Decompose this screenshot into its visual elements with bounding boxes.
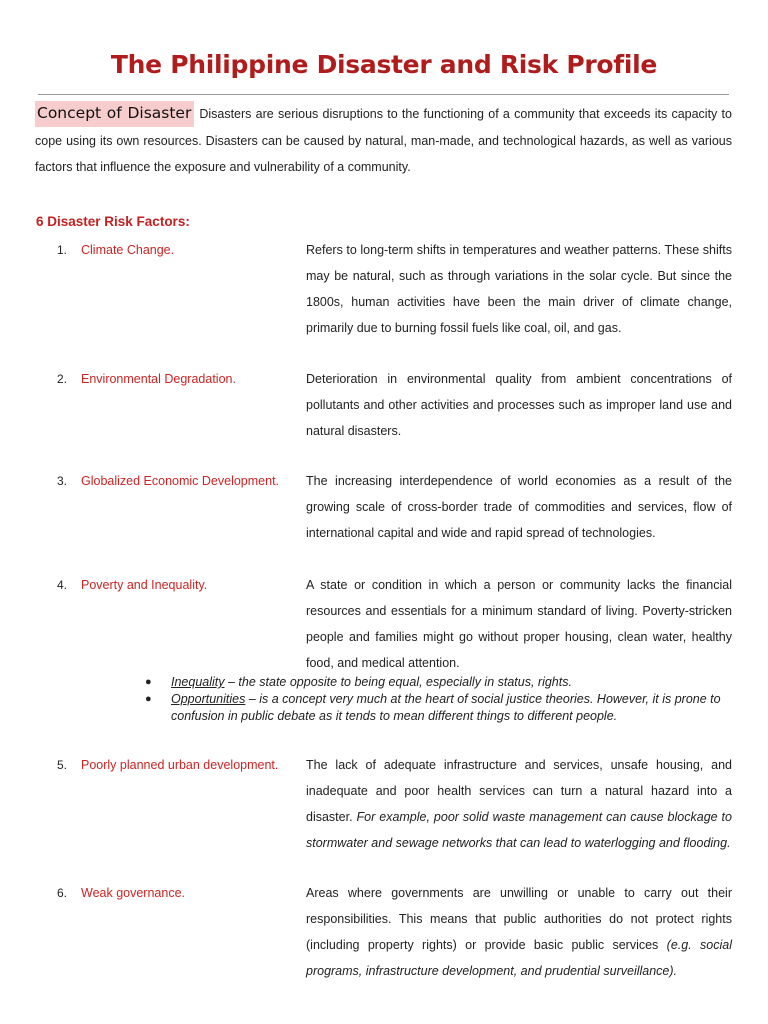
factor-description-example: For example, poor solid waste management can cause blockage to stormwater and sewage networks that can lead to waterlogging and flooding.: [306, 810, 732, 850]
factor-number: 6.: [57, 886, 68, 900]
page-title: The Philippine Disaster and Risk Profile: [110, 50, 658, 79]
factor-name: Globalized Economic Development.: [81, 474, 280, 488]
factor-description-example: (e.g. social programs, infrastructure development, and prudential surveillance).: [306, 938, 732, 978]
factor-number: 2.: [57, 372, 68, 386]
factor-description-text: Areas where governments are unwilling or unable to carry out their responsibilities. This means that public authorities do not protect rights (including property rights) or provide basic public services: [306, 886, 732, 952]
bullet-item-inequality: [145, 674, 733, 691]
factor-description: Refers to long-term shifts in temperatures and weather patterns. These shifts may be natural, such as through variations in the solar cycle. But since the 1800s, human activities have been the main driver of climate change, primarily due to burning fossil fuels like coal, oil, and gas.: [306, 243, 732, 335]
bullet-text: – the state opposite to being equal, especially in status, rights.: [224, 675, 572, 689]
factor-name: Climate Change.: [81, 243, 175, 257]
poverty-bullet-list: [145, 674, 733, 725]
factor-description: The increasing interdependence of world economies as a result of the growing scale of cross-border trade of commodities and services, flow of international capital and wide and rapid spread of technologies.: [306, 474, 732, 540]
bullet-dot-icon: ●: [145, 693, 152, 705]
factor-name: Environmental Degradation.: [81, 372, 236, 386]
factors-heading: 6 Disaster Risk Factors:: [36, 214, 190, 229]
title-divider: [38, 94, 729, 95]
bullet-term: Opportunities: [171, 692, 246, 706]
factor-number: 3.: [57, 474, 68, 488]
factor-name: Poorly planned urban development.: [81, 758, 279, 772]
concept-label: Concept of Disaster: [35, 101, 194, 127]
factor-number: 4.: [57, 578, 68, 592]
bullet-item-opportunities: [145, 691, 733, 725]
bullet-dot-icon: ●: [145, 676, 152, 688]
factor-number: 5.: [57, 758, 68, 772]
factor-name: Weak governance.: [81, 886, 185, 900]
factor-name: Poverty and Inequality.: [81, 578, 208, 592]
factor-description: [306, 752, 732, 856]
factor-description: [306, 880, 732, 984]
bullet-text: – is a concept very much at the heart of social justice theories. However, it is prone to confusion in public debate as it tends to mean different things to different people.: [171, 692, 721, 723]
factor-description: Deterioration in environmental quality from ambient concentrations of pollutants and other activities and processes such as improper land use and natural disasters.: [306, 372, 732, 438]
bullet-term: Inequality: [171, 675, 225, 689]
factor-description-text: The lack of adequate infrastructure and services, unsafe housing, and inadequate and poor health services can turn a natural hazard into a disaster.: [306, 758, 732, 824]
concept-text: Disasters are serious disruptions to the functioning of a community that exceeds its capacity to cope using its own resources. Disasters can be caused by natural, man-made, and technological hazards, as well as various factors that influence the exposure and vulnerability of a community.: [35, 107, 732, 174]
concept-paragraph: [35, 100, 732, 181]
factor-number: 1.: [57, 243, 68, 257]
factor-description: A state or condition in which a person or community lacks the financial resources and essentials for a minimum standard of living. Poverty-stricken people and families might go without proper housing, clean water, healthy food, and medical attention.: [306, 578, 732, 670]
